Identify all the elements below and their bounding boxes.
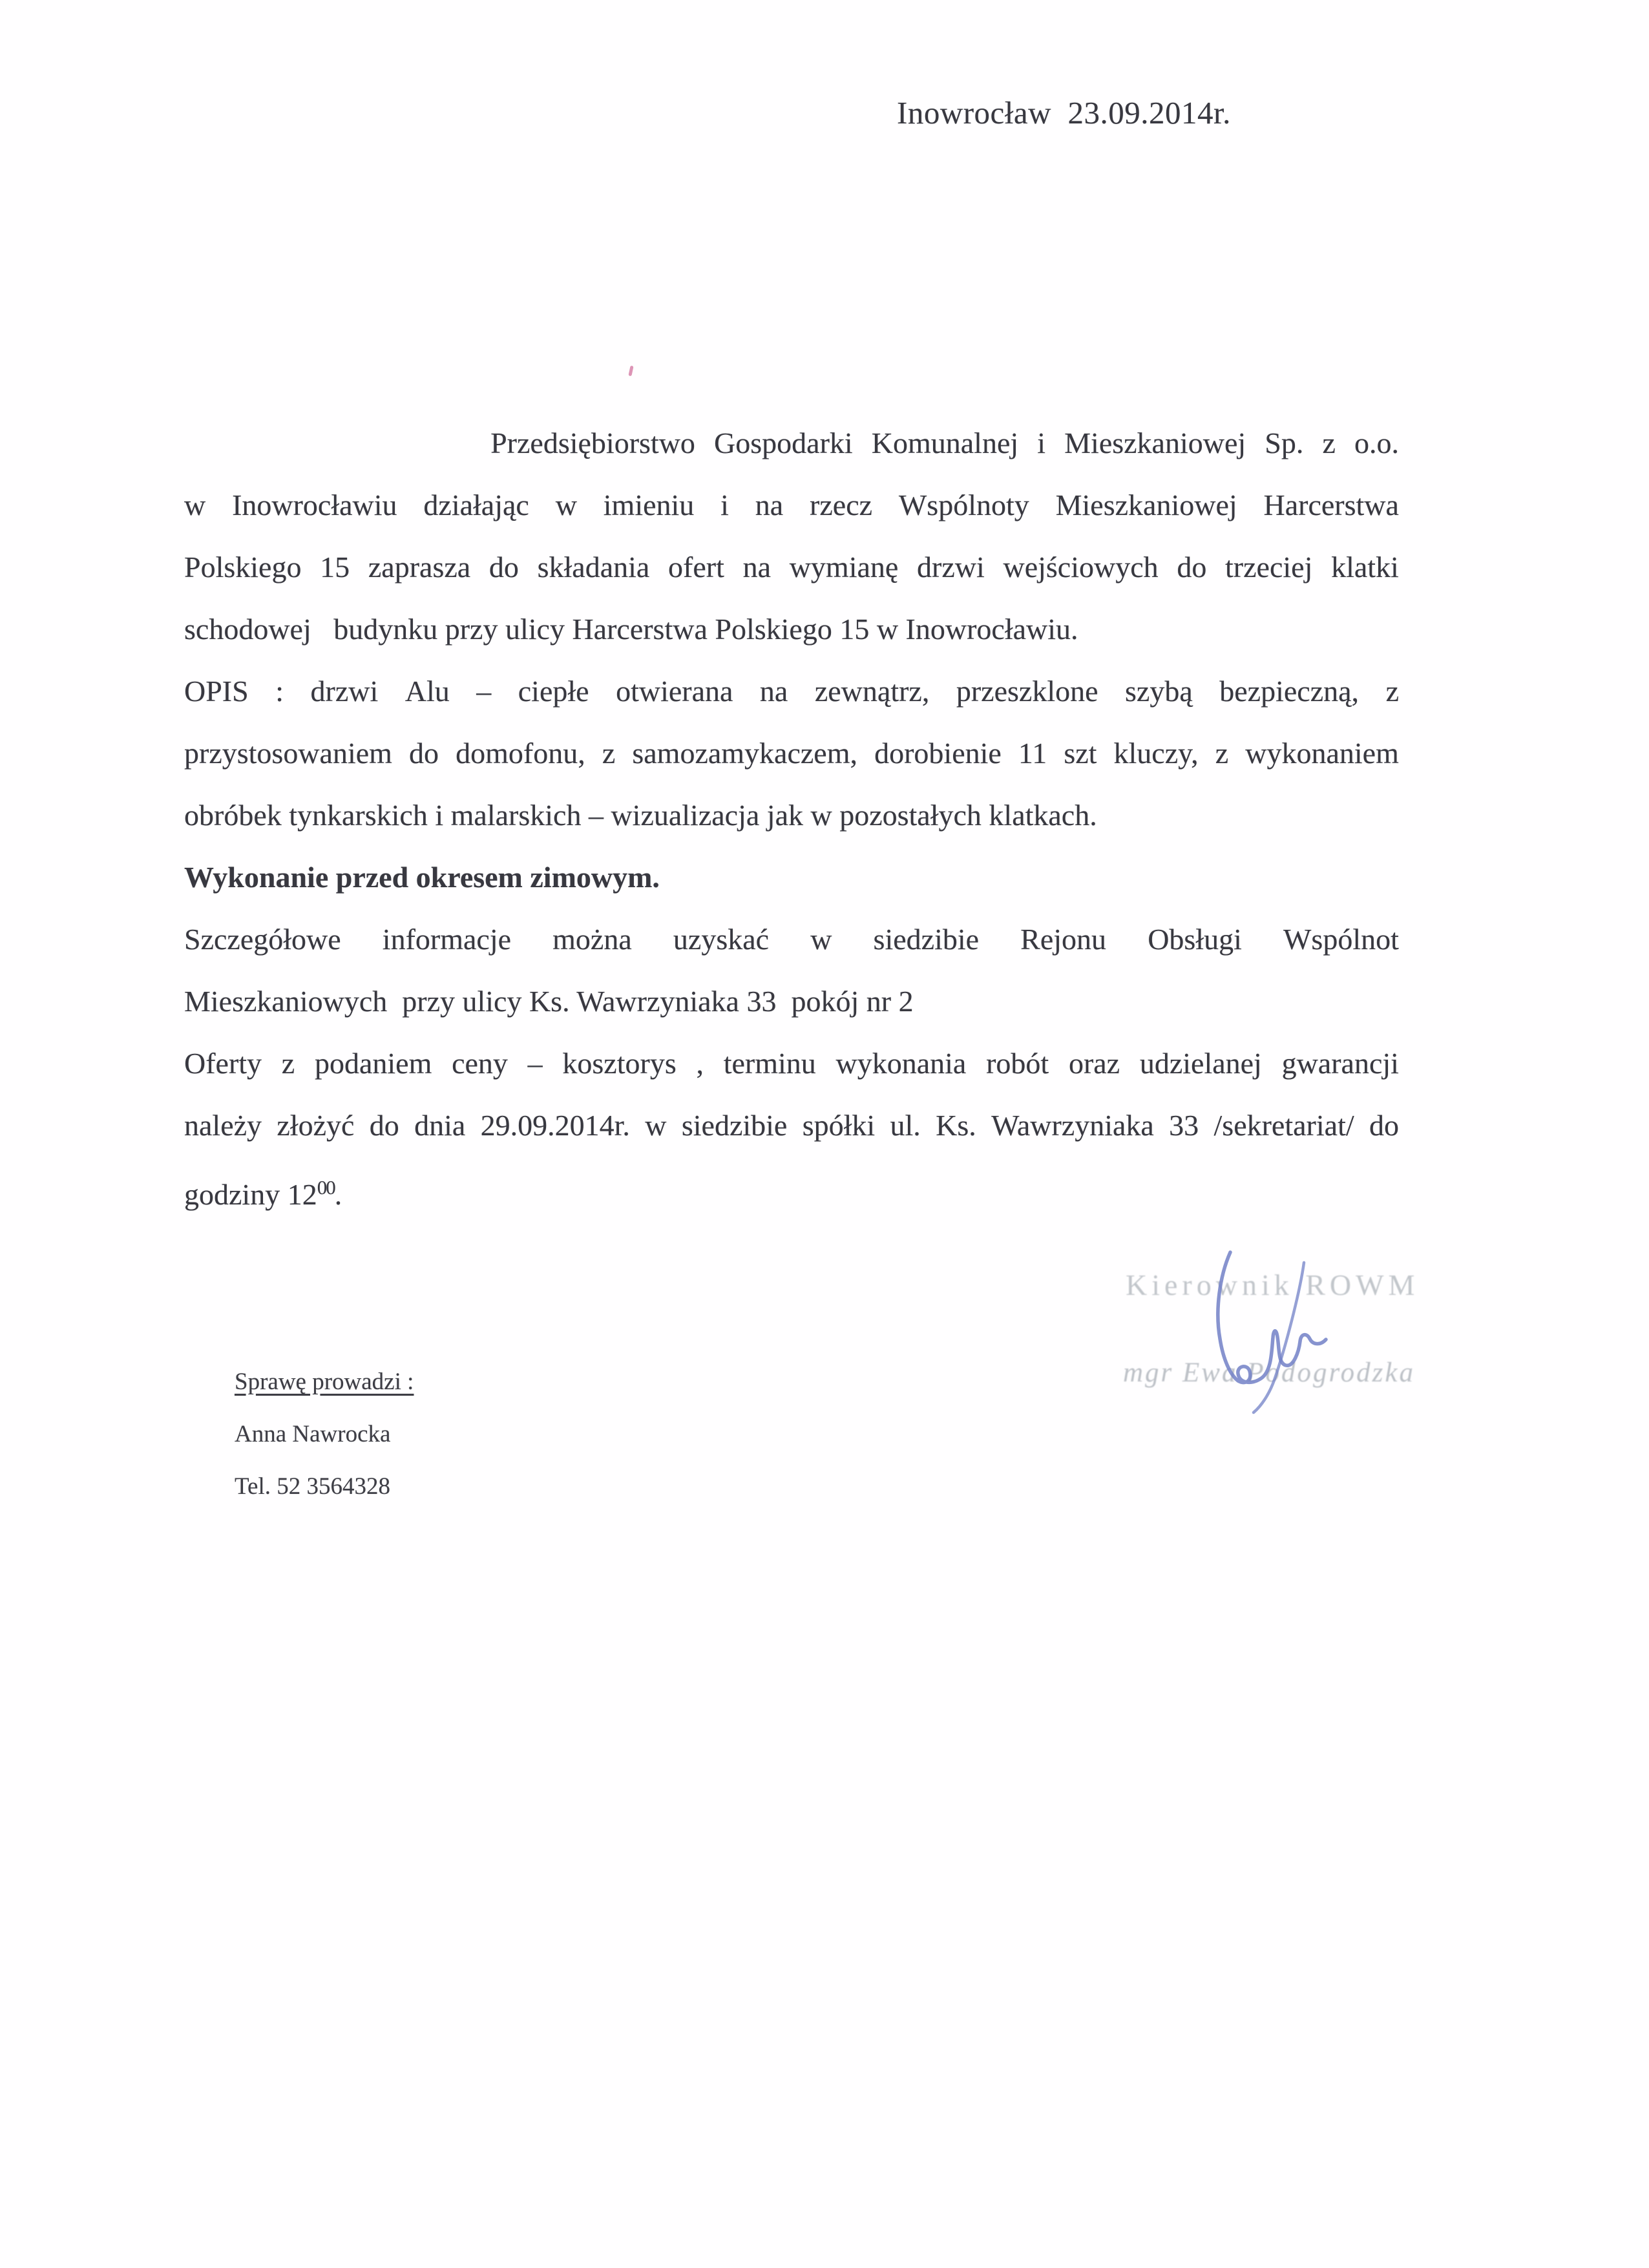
closing-superscript: 00 xyxy=(317,1176,335,1199)
letter-line: należy złożyć do dnia 29.09.2014r. w siedzibie spółki ul. Ks. Wawrzyniaka 33 /sekretariat/ do xyxy=(184,1109,1399,1142)
closing-period: . xyxy=(334,1178,342,1211)
letter-line: Polskiego 15 zaprasza do składania ofert na wymianę drzwi wejściowych do trzeciej klatki xyxy=(184,551,1399,583)
signature-main-stroke xyxy=(1218,1252,1326,1383)
date-line: Inowrocław 23.09.2014r. xyxy=(897,95,1231,131)
letter-line: Przedsiębiorstwo Gospodarki Komunalnej i Mieszkaniowej Sp. z o.o. xyxy=(490,426,1399,459)
letter-closing-line xyxy=(184,1157,1399,1219)
scan-artifact-speck xyxy=(628,366,633,377)
contact-heading xyxy=(235,1356,414,1408)
letter-line: obróbek tynkarskich i malarskich – wizualizacja jak w pozostałych klatkach. xyxy=(184,799,1097,832)
letter-line: schodowej budynku przy ulicy Harcerstwa Polskiego 15 w Inowrocławiu. xyxy=(184,613,1078,646)
letter-line-bold: Wykonanie przed okresem zimowym. xyxy=(184,861,660,894)
letter-line: Mieszkaniowych przy ulicy Ks. Wawrzyniaka 33 pokój nr 2 xyxy=(184,985,914,1018)
closing-text: godziny 12 xyxy=(184,1178,317,1211)
stamp-name: mgr Ewa Podogrodzka xyxy=(1123,1358,1415,1388)
stamp-title: Kierownik ROWM xyxy=(1126,1268,1420,1301)
contact-block xyxy=(235,1356,414,1513)
letter-line: Szczegółowe informacje można uzyskać w siedzibie Rejonu Obsługi Wspólnot xyxy=(184,923,1399,956)
letter-line: w Inowrocławiu działając w imieniu i na rzecz Wspólnoty Mieszkaniowej Harcerstwa xyxy=(184,488,1399,521)
contact-phone: Tel. 52 3564328 xyxy=(235,1473,390,1500)
signature-scribble xyxy=(1207,1248,1343,1416)
letter-line: przystosowaniem do domofonu, z samozamykaczem, dorobienie 11 szt kluczy, z wykonaniem xyxy=(184,737,1399,770)
contact-heading-text: Sprawę prowadzi : xyxy=(235,1369,414,1395)
letter-line: Oferty z podaniem ceny – kosztorys , terminu wykonania robót oraz udzielanej gwarancji xyxy=(184,1047,1399,1080)
contact-name: Anna Nawrocka xyxy=(235,1421,391,1447)
letter-body xyxy=(184,412,1399,1219)
letter-line: OPIS : drzwi Alu – ciepłe otwierana na zewnątrz, przeszklone szybą bezpieczną, z xyxy=(184,675,1399,708)
